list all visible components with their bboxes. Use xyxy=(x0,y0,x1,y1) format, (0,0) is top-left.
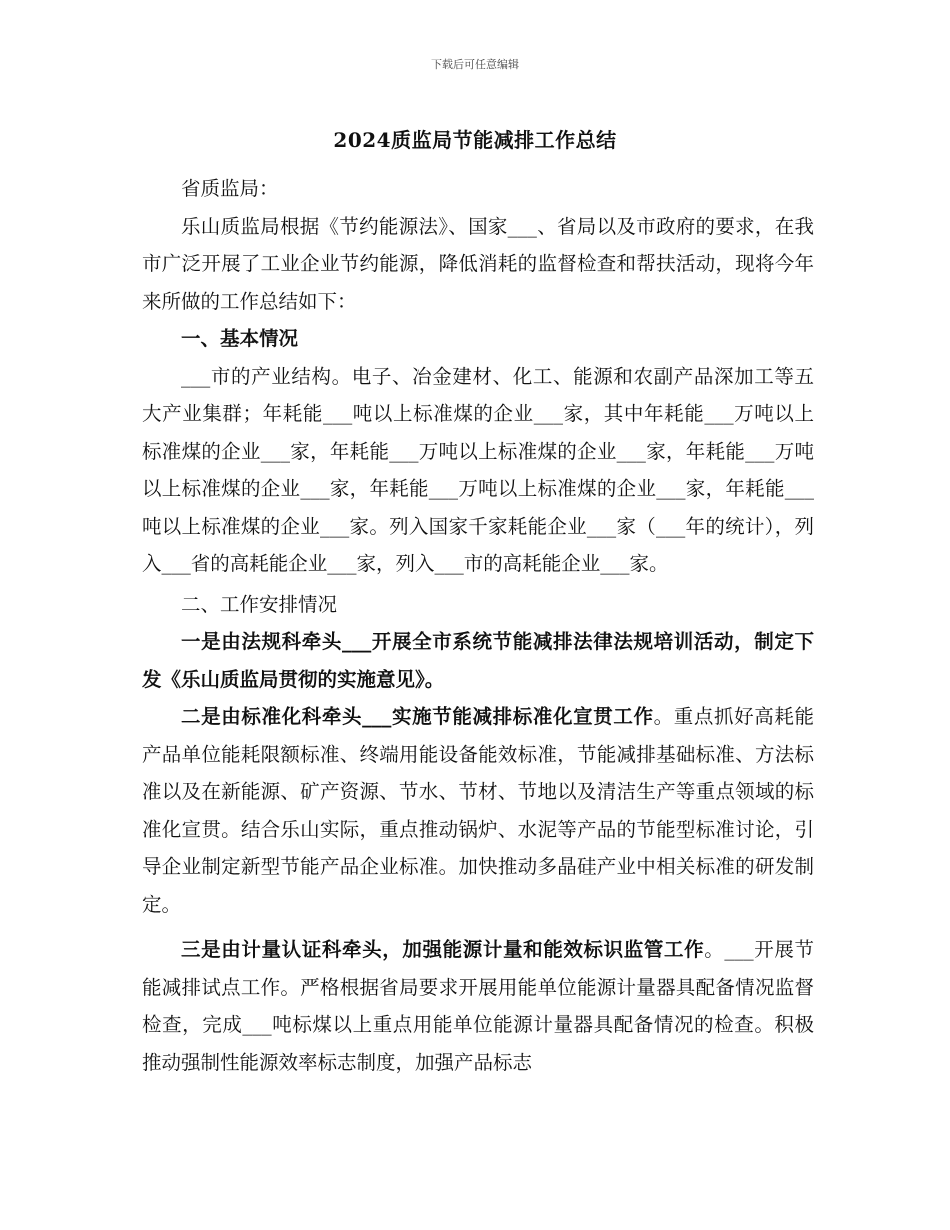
page-header-note: 下载后可任意编辑 xyxy=(431,58,519,71)
salutation: 省质监局： xyxy=(181,177,279,200)
work-item-1: 一是由法规科牵头___开展全市系统节能减排法律法规培训活动，制定下发《乐山质监局贯彻的实施意见》。 xyxy=(142,630,814,691)
work-item-2-lead: 二是由标准化科牵头___实施节能减排标准化宣贯工作 xyxy=(181,705,654,728)
work-item-3-lead: 三是由计量认证科牵头，加强能源计量和能效标识监管工作 xyxy=(181,938,705,961)
section-heading-work: 二、工作安排情况 xyxy=(181,592,338,616)
document-body xyxy=(142,170,814,1081)
section-body-basic: ___市的产业结构。电子、冶金建材、化工、能源和农副产品深加工等五大产业集群；年耗能___吨以上标准煤的企业___家，其中年耗能___万吨以上标准煤的企业___家，年耗能___万吨以上标准煤的企业___家，年耗能___万吨以上标准煤的企业___家，年耗能___万吨以上标准煤的企业___家，年耗能___吨以上标准煤的企业___家。列入国家千家耗能企业___家（___年的统计），列入___省的高耗能企业___家，列入___市的高耗能企业___家。 xyxy=(142,364,814,575)
intro-paragraph: 乐山质监局根据《节约能源法》、国家___、省局以及市政府的要求，在我市广泛开展了工业企业节约能源，降低消耗的监督检查和帮扶活动，现将今年来所做的工作总结如下： xyxy=(142,214,814,313)
work-item-3 xyxy=(142,931,814,1081)
work-item-2-text: 。重点抓好高耗能产品单位能耗限额标准、终端用能设备能效标准，节能减排基础标准、方法标准以及在新能源、矿产资源、节水、节材、节地以及清洁生产等重点领域的标准化宣贯。结合乐山实际，重点推动锅炉、水泥等产品的节能型标准讨论，引导企业制定新型节能产品企业标准。加快推动多晶硅产业中相关标准的研发制定。 xyxy=(142,705,814,916)
work-item-2 xyxy=(142,698,814,923)
document-title: 2024质监局节能减排工作总结 xyxy=(333,128,617,152)
work-item-3-text: 。___开展节能减排试点工作。严格根据省局要求开展用能单位能源计量器具配备情况监督检查，完成___吨标煤以上重点用能单位能源计量器具配备情况的检查。积极推动强制性能源效率标志制度，加强产品标志 xyxy=(142,938,814,1074)
section-heading-basic: 一、基本情况 xyxy=(181,327,299,350)
